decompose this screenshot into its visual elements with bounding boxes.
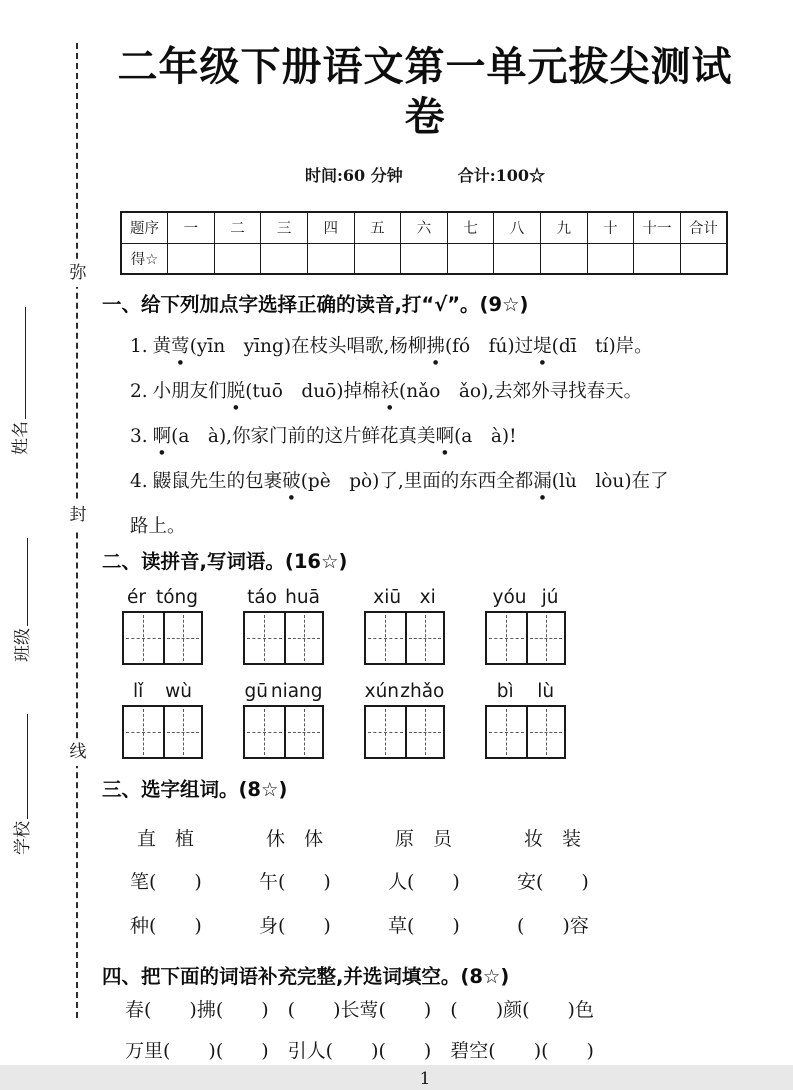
pinyin-syllable: tóng — [155, 587, 198, 608]
q3-blank-row: 草( ) — [388, 915, 460, 937]
dotted-char: 啊 ● — [436, 428, 455, 447]
item-text: (tuō duō)掉棉 — [245, 381, 381, 402]
writing-grid-cell — [366, 613, 405, 663]
q3-option-chars: 妆 装 — [524, 828, 582, 850]
total-score-label: 合计:100☆ — [457, 166, 546, 185]
q3-blank-row: ( )容 — [517, 915, 589, 937]
q3-blank-row: 笔( ) — [130, 871, 202, 893]
q1-item — [100, 369, 750, 414]
score-cell-empty — [680, 243, 727, 274]
score-row-label: 得☆ — [121, 243, 168, 274]
score-cell-empty — [494, 243, 541, 274]
name-field — [10, 307, 32, 455]
time-limit-label: 时间:60 分钟 — [304, 166, 403, 185]
item-text: 小朋友们 — [152, 381, 227, 402]
q3-title: 三、选字组词。(8☆) — [102, 778, 288, 801]
pinyin-syllable: jú — [541, 587, 559, 608]
pinyin-syllable: lù — [537, 681, 555, 702]
school-field-blank-line — [14, 714, 28, 819]
writing-grid — [122, 705, 203, 759]
class-field-label: 班级 — [13, 628, 33, 662]
score-table-header-cell: 七 — [447, 212, 494, 243]
pinyin-word-group — [122, 679, 203, 759]
pinyin-syllable: bì — [496, 681, 514, 702]
score-table-header-cell: 五 — [354, 212, 401, 243]
school-field-label: 学校 — [13, 821, 33, 855]
pinyin-syllable: xiū — [373, 587, 402, 608]
pinyin-syllable: huā — [285, 587, 320, 608]
item-text: (lù lòu)在了 — [551, 471, 669, 492]
score-table-header-cell: 八 — [494, 212, 541, 243]
item-text: 鼹鼠先生的包裹 — [152, 471, 283, 492]
score-table-header-cell: 十 — [587, 212, 634, 243]
item-number: 2. — [130, 381, 148, 402]
pinyin-word-group — [485, 585, 566, 665]
score-cell-empty — [587, 243, 634, 274]
pinyin-word-group — [485, 679, 566, 759]
pinyin-grid-row — [100, 679, 750, 759]
writing-grid-cell — [124, 707, 163, 757]
q1-item — [100, 324, 750, 369]
pinyin-grid-row — [100, 585, 750, 665]
item-text: (a à)! — [454, 426, 517, 447]
name-field-label: 姓名 — [11, 421, 31, 455]
q3-option-chars: 休 体 — [266, 828, 324, 850]
item-text: (dī tí)岸。 — [551, 336, 653, 357]
item-number: 3. — [130, 426, 148, 447]
item-text: (pè pò)了,里面的东西全都 — [300, 471, 534, 492]
writing-grid-cell — [124, 613, 163, 663]
q1-item — [100, 459, 750, 504]
pinyin-syllable: xi — [419, 587, 436, 608]
writing-grid — [485, 705, 566, 759]
score-table-header-cell: 题序 — [121, 212, 168, 243]
pinyin-syllable: xún — [364, 681, 400, 702]
writing-grid-cell — [487, 613, 526, 663]
writing-grid-cell — [163, 707, 202, 757]
item-text: (nǎo ǎo),去郊外寻找春天。 — [399, 381, 643, 402]
name-field-blank-line — [12, 307, 26, 419]
pinyin-syllable: wù — [165, 681, 193, 702]
pinyin-label — [243, 585, 324, 609]
writing-grid — [243, 611, 324, 665]
dotted-char: 袄 ● — [381, 383, 400, 402]
score-cell-empty — [634, 243, 681, 274]
writing-grid — [364, 611, 445, 665]
class-field-blank-line — [14, 538, 28, 626]
score-table-header-cell: 合计 — [680, 212, 727, 243]
score-cell-empty — [261, 243, 308, 274]
q1-title: 一、给下列加点字选择正确的读音,打“√”。(9☆) — [102, 293, 529, 316]
score-cell-empty — [540, 243, 587, 274]
writing-grid-cell — [245, 707, 284, 757]
school-field — [12, 714, 34, 855]
dotted-char: 脱 ● — [227, 383, 246, 402]
writing-grid — [243, 705, 324, 759]
score-table-header-cell: 九 — [540, 212, 587, 243]
pinyin-syllable: lǐ — [132, 681, 144, 702]
q3-column — [517, 827, 609, 938]
dotted-char: 啊 ● — [153, 428, 172, 447]
q3-blank-row: 人( ) — [388, 871, 460, 893]
q3-option-chars: 直 植 — [137, 828, 195, 850]
score-cell-empty — [168, 243, 215, 274]
dotted-char: 莺 ● — [171, 338, 190, 357]
writing-grid-cell — [405, 707, 444, 757]
score-table-header-cell: 六 — [401, 212, 448, 243]
writing-grid-cell — [526, 613, 565, 663]
pinyin-word-group — [364, 585, 445, 665]
score-cell-empty — [214, 243, 261, 274]
pinyin-syllable: yóu — [492, 587, 527, 608]
page-title: 二年级下册语文第一单元拔尖测试卷 — [117, 44, 733, 140]
writing-grid-cell — [163, 613, 202, 663]
q4-idiom-line: 万里( )( ) 引人( )( ) 碧空( )( ) — [125, 1040, 594, 1062]
pinyin-word-group — [122, 585, 203, 665]
score-table — [120, 211, 728, 275]
dotted-char: 堤 ● — [533, 338, 552, 357]
q1-item — [100, 414, 750, 459]
seal-char-xian: 线 — [69, 739, 88, 766]
exam-meta — [100, 165, 750, 186]
pinyin-syllable: gū — [244, 681, 268, 702]
q1-items — [100, 324, 750, 549]
pinyin-word-group — [364, 679, 445, 759]
writing-grid — [364, 705, 445, 759]
q3-blank-row: 午( ) — [259, 871, 331, 893]
pinyin-label — [364, 585, 445, 609]
writing-grid-cell — [487, 707, 526, 757]
paper-content — [100, 0, 750, 1090]
score-cell-empty — [307, 243, 354, 274]
pinyin-syllable: niang — [270, 681, 323, 702]
item-text: (fó fú)过 — [444, 336, 534, 357]
writing-grid-cell — [284, 707, 323, 757]
q3-blank-row: 安( ) — [517, 871, 589, 893]
pinyin-label — [122, 679, 203, 703]
q2-pinyin-grids — [100, 585, 750, 759]
q3-column — [130, 827, 222, 938]
writing-grid — [122, 611, 203, 665]
q2-title: 二、读拼音,写词语。(16☆) — [102, 550, 348, 573]
pinyin-label — [485, 679, 566, 703]
score-cell-empty — [354, 243, 401, 274]
dotted-char: 拂 ● — [426, 338, 445, 357]
pinyin-word-group — [243, 679, 324, 759]
seal-char-mi: 弥 — [69, 260, 88, 287]
q3-column — [388, 827, 480, 938]
pinyin-syllable: ér — [126, 587, 146, 608]
q3-option-chars: 原 员 — [395, 828, 453, 850]
writing-grid-cell — [405, 613, 444, 663]
score-table-header-cell: 二 — [214, 212, 261, 243]
writing-grid-cell — [245, 613, 284, 663]
pinyin-label — [485, 585, 566, 609]
score-cell-empty — [401, 243, 448, 274]
score-table-header-cell: 四 — [307, 212, 354, 243]
score-table-header-cell: 十一 — [634, 212, 681, 243]
dotted-char: 破 ● — [282, 473, 301, 492]
class-field — [12, 538, 34, 662]
q4-title: 四、把下面的词语补充完整,并选词填空。(8☆) — [102, 965, 510, 988]
item-text: 黄 — [152, 336, 172, 357]
q3-column — [259, 827, 351, 938]
score-table-header-cell: 一 — [168, 212, 215, 243]
writing-grid-cell — [526, 707, 565, 757]
pinyin-label — [122, 585, 203, 609]
pinyin-label — [364, 679, 445, 703]
writing-grid-cell — [284, 613, 323, 663]
pinyin-syllable: táo — [247, 587, 277, 608]
item-number: 1. — [130, 336, 148, 357]
item-text: (yīn yīng)在枝头唱歌,杨柳 — [189, 336, 427, 357]
dotted-char: 漏 ● — [533, 473, 552, 492]
q3-blank-row: 种( ) — [130, 915, 202, 937]
page-number: 1 — [419, 1069, 431, 1089]
score-table-score-row — [121, 243, 727, 274]
q3-columns — [100, 827, 750, 938]
q4-idiom-line: 春( )拂( ) ( )长莺( ) ( )颜( )色 — [125, 999, 594, 1021]
writing-grid-cell — [366, 707, 405, 757]
score-table-header-row — [121, 212, 727, 243]
writing-grid — [485, 611, 566, 665]
seal-char-feng: 封 — [69, 502, 88, 529]
q3-blank-row: 身( ) — [259, 915, 331, 937]
pinyin-label — [243, 679, 324, 703]
score-cell-empty — [447, 243, 494, 274]
pinyin-word-group — [243, 585, 324, 665]
item-number: 4. — [130, 471, 148, 492]
pinyin-syllable: zhǎo — [400, 681, 445, 702]
item-text: (a à),你家门前的这片鲜花真美 — [171, 426, 436, 447]
seal-dashed-line — [76, 43, 78, 1018]
q1-item — [100, 504, 750, 549]
item-text: 路上。 — [130, 516, 186, 537]
score-table-header-cell: 三 — [261, 212, 308, 243]
